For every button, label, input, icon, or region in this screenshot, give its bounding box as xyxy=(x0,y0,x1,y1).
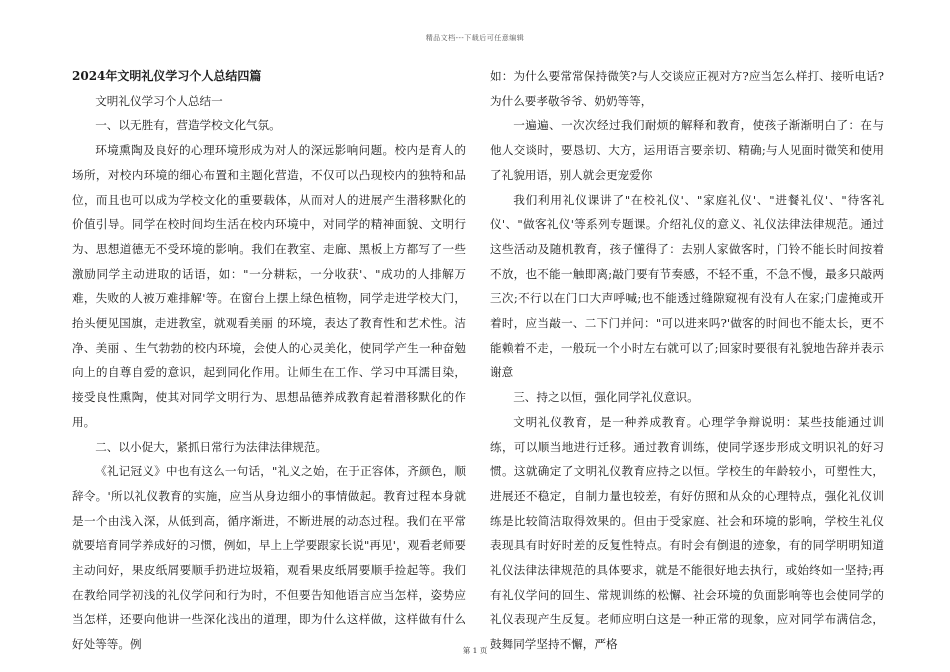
body-paragraph: 环境熏陶及良好的心理环境形成为对人的深远影响问题。校内是育人的场所，对校内环境的细心布置和主题化营造，不仅可以凸现校内的独特和品位，而且也可以成为学校文化的重要载体，从而对人的进展产生潜移默化的价值引导。同学在校时间均生活在校内环境中，对同学的精神面貌、文明行为、思想道德无不受环境的影响。我们在教室、走廊、黑板上方都写了一些激励同学主动进取的话语，如："一分耕耘，一分收获'、"成功的人排解万难，失败的人被万难排解'等。在窗台上摆上绿色植物，同学走进学校大门，抬头便见国旗，走进教室，就观看美丽 的环境，表达了教育性和艺术性。洁净、美丽 、生气勃勃的校内环境，会使人的心灵美化，使同学产生一种奋勉向上的自尊自爱的意识，起到同化作用。让师生在工作、学习中耳濡目染，接受良性熏陶，使其对同学文明行为、思想品德养成教育起着潜移默化的作用。 xyxy=(72,143,466,429)
body-paragraph: 我们利用礼仪课讲了"在校礼仪'、"家庭礼仪'、"进餐礼仪'、"待客礼仪'、"做客礼仪'等系列专题课。介绍礼仪的意义、礼仪法律法律规范。通过这些活动及随机教育，孩子懂得了：去别人家做客时，门铃不能长时间按着不放，也不能一触即离;敲门要有节奏感，不轻不重，不急不慢，最多只敲两三次;不行以在门口大声呼喊;也不能透过缝隙窥视有没有人在家;门虚掩或开着时，应当敲一、二下门并问："可以进来吗?'做客的时间也不能太长，更不能赖着不走，一般玩一个小时左右就可以了;回家时要很有礼貌地告辞并表示谢意 xyxy=(490,192,884,380)
section-heading: 二、以小促大，紧抓日常行为法律法律规范。 xyxy=(95,439,328,454)
section-heading: 一、以无胜有，营造学校文化气氛。 xyxy=(95,118,281,133)
body-paragraph: 文明礼仪教育，是一种养成教育。心理学争辩说明：某些技能通过训练，可以顺当地进行迁移。通过教育训练，使同学逐步形成文明识礼的好习惯。这就确定了文明礼仪教育应持之以恒。学校生的年龄较小，可塑性大，进展还不稳定，自制力量也较差，有好仿照和从众的心理特点，强化礼仪训练是比较简洁取得效果的。但由于受家庭、社会和环境的影响，学校生礼仪表现具有时好时差的反复性特点。有时会有倒退的迹象，有的同学明明知道礼仪法律法律规范的具体要求，就是不能很好地去执行，或始终如一坚持;再有礼仪学问的回生、常规训练的松懈、社会环境的负面影响等也会使同学的礼仪表现产生反复。老师应明白这是一种正常的现象，应对同学布满信念，鼓舞同学坚持不懈，严格 xyxy=(490,414,884,652)
left-column xyxy=(72,64,466,657)
body-paragraph: 《礼记冠义》中也有这么一句话，"礼义之始，在于正容体，齐颜色，顺辞令。'所以礼仪教育的实施，应当从身边细小的事情做起。教育过程本身就是一个由浅入深，从低到高，循序渐进，不断进展的动态过程。我们在平常就要培育同学养成好的习惯，例如，早上上学要跟家长说"再见'，观看老师要主动问好，果皮纸屑要顺手扔进垃圾箱，观看果皮纸屑要顺手捡起等。我们在教给同学初浅的礼仪学问和行为时，不但要告知他语言应当怎样，姿势应当怎样，还要向他讲一些深化浅出的道理，即为什么这样做，这样做有什么好处等等。例 xyxy=(72,464,466,652)
body-paragraph: 一遍遍、一次次经过我们耐烦的解释和教育，使孩子渐渐明白了：在与他人交谈时，要恳切、大方，运用语言要亲切、精确;与人见面时微笑和使用了礼貌用语，别人就会更宠爱你 xyxy=(490,118,884,182)
section-heading: 三、持之以恒，强化同学礼仪意识。 xyxy=(513,390,699,405)
document-title: 2024年文明礼仪学习个人总结四篇 xyxy=(72,69,262,83)
right-column xyxy=(490,64,884,657)
body-paragraph: 如：为什么要常常保持微笑?与人交谈应正视对方?应当怎么样打、接听电话?为什么要孝敬爷爷、奶奶等等， xyxy=(490,69,884,108)
section-heading: 文明礼仪学习个人总结一 xyxy=(95,93,223,108)
page-number: 第 1 页 xyxy=(462,646,488,655)
page-header: 精品文档---下载后可任意编辑 xyxy=(425,34,525,42)
